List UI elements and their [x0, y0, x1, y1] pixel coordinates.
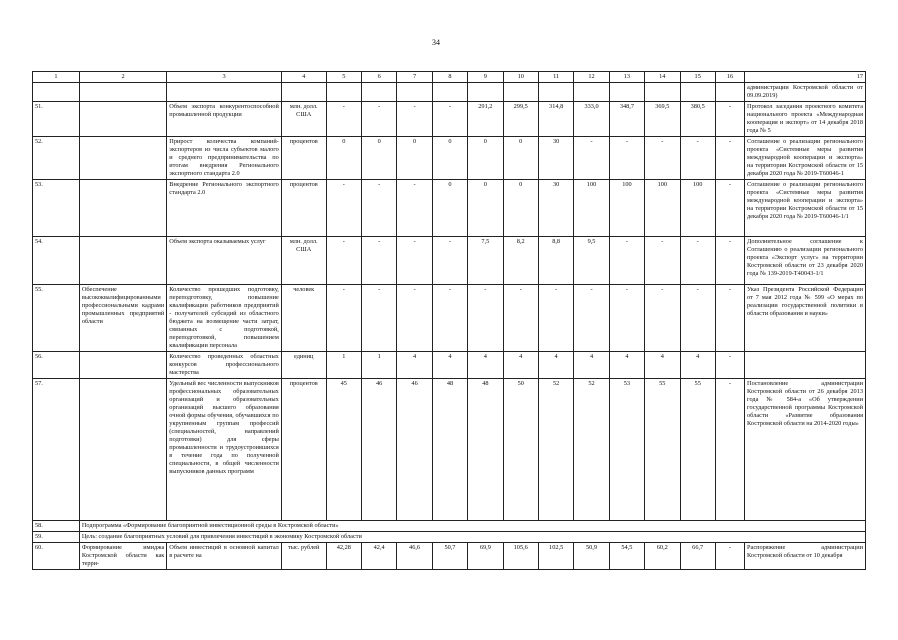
value-cell: 333,0 [574, 102, 609, 137]
section-row [33, 521, 866, 532]
indicator-cell: Количество проведенных областных конкурсов профессионального мастерства [167, 352, 282, 379]
empty-cell [397, 83, 432, 102]
value-cell: 60,2 [645, 543, 680, 570]
row-number: 51. [33, 102, 80, 137]
empty-cell [468, 83, 503, 102]
row-number: 54. [33, 237, 80, 285]
value-cell: 50,9 [574, 543, 609, 570]
value-cell: 105,6 [503, 543, 538, 570]
row-number: 60. [33, 543, 80, 570]
value-cell: 52 [538, 379, 573, 521]
value-cell: 45 [326, 379, 361, 521]
value-cell: - [397, 102, 432, 137]
table-row [33, 137, 866, 180]
value-cell: 53 [609, 379, 644, 521]
value-cell: - [715, 352, 744, 379]
unit-cell: млн. долл. США [281, 237, 326, 285]
indicator-cell: Прирост количества компаний-экспортеров из числа субъектов малого и среднего предпринимательства по итогам внедрения Регионального экспортного стандарта 2.0 [167, 137, 282, 180]
goal-cell: Формирование имиджа Костромской области как терри- [79, 543, 166, 570]
value-cell: 46,6 [397, 543, 432, 570]
goal-cell [79, 352, 166, 379]
value-cell: 9,5 [574, 237, 609, 285]
value-cell: 8,8 [538, 237, 573, 285]
header-cell: 10 [503, 72, 538, 83]
value-cell: - [715, 102, 744, 137]
value-cell: - [538, 285, 573, 352]
page-number: 34 [432, 38, 440, 47]
value-cell: 348,7 [609, 102, 644, 137]
table-row [33, 543, 866, 570]
value-cell: - [680, 237, 715, 285]
value-cell: - [715, 137, 744, 180]
value-cell: 46 [397, 379, 432, 521]
value-cell: - [574, 285, 609, 352]
header-cell: 2 [79, 72, 166, 83]
empty-cell [538, 83, 573, 102]
indicator-cell: Удельный вес численности выпускников профессиональных образовательных организаций и образовательных организаций высшего образования очной формы обучения, обучавшихся по укрупненным группам профессий (специальностей, направлений подготовки) для сферы промышленности и трудоустроившихся в течение года по полученной специальности, в общей численности выпускников данных программ [167, 379, 282, 521]
empty-cell [432, 83, 467, 102]
indicator-cell: Объем экспорта конкурентоспособной промышленной продукции [167, 102, 282, 137]
value-cell: - [361, 102, 396, 137]
indicator-cell: Объем экспорта оказываемых услуг [167, 237, 282, 285]
header-cell: 6 [361, 72, 396, 83]
unit-cell: единиц [281, 352, 326, 379]
value-cell: 0 [326, 137, 361, 180]
value-cell: - [397, 180, 432, 237]
empty-cell [281, 83, 326, 102]
document-cell: администрации Костромской области от 09.09.2019) [745, 83, 866, 102]
value-cell: 4 [574, 352, 609, 379]
goal-cell [79, 180, 166, 237]
value-cell: 4 [538, 352, 573, 379]
header-cell: 12 [574, 72, 609, 83]
unit-cell: млн. долл. США [281, 102, 326, 137]
document-cell: Постановление администрации Костромской области от 26 декабря 2013 года № 584-а «Об утверждении государственной программы Костромской области «Развитие образования Костромской области на 2014-2020 годы» [745, 379, 866, 521]
indicator-cell: Объем инвестиций в основной капитал в расчете на [167, 543, 282, 570]
value-cell: 7,5 [468, 237, 503, 285]
indicators-table [32, 71, 866, 570]
header-cell: 9 [468, 72, 503, 83]
value-cell: 0 [432, 180, 467, 237]
unit-cell: человек [281, 285, 326, 352]
value-cell: 66,7 [680, 543, 715, 570]
value-cell: 48 [468, 379, 503, 521]
table-row [33, 180, 866, 237]
value-cell: 4 [432, 352, 467, 379]
value-cell: - [361, 180, 396, 237]
document-cell: Распоряжение администрации Костромской области от 10 декабря [745, 543, 866, 570]
header-cell: 13 [609, 72, 644, 83]
value-cell: - [715, 180, 744, 237]
empty-cell [715, 83, 744, 102]
document-cell: Дополнительное соглашение к Соглашению о реализации регионального проекта «Экспорт услуг» на территории Костромской области от 23 декабря 2020 года № 139-2019-Т40043-1/1 [745, 237, 866, 285]
value-cell: - [432, 102, 467, 137]
value-cell: 8,2 [503, 237, 538, 285]
value-cell: - [715, 543, 744, 570]
value-cell: - [397, 237, 432, 285]
table-row [33, 352, 866, 379]
header-cell: 11 [538, 72, 573, 83]
document-cell: Указ Президента Российской Федерации от 7 мая 2012 года № 599 «О мерах по реализации государственной политики в области образования и науки» [745, 285, 866, 352]
continuation-row [33, 83, 866, 102]
value-cell: 102,5 [538, 543, 573, 570]
empty-cell [503, 83, 538, 102]
header-cell: 1 [33, 72, 80, 83]
document-cell: Соглашение о реализации регионального проекта «Системные меры развития международной кооперации и экспорта» на территории Костромской области от 15 декабря 2020 года № 2019-Т60046-1/1 [745, 180, 866, 237]
value-cell: 0 [468, 137, 503, 180]
document-cell: Соглашение о реализации регионального проекта «Системные меры развития международной кооперации и экспорта» на территории Костромской области от 15 декабря 2020 года № 2019-Т60046-1 [745, 137, 866, 180]
empty-cell [79, 83, 166, 102]
unit-cell: процентов [281, 180, 326, 237]
value-cell: 48 [432, 379, 467, 521]
value-cell: - [361, 237, 396, 285]
empty-cell [326, 83, 361, 102]
value-cell: - [645, 285, 680, 352]
value-cell: 0 [361, 137, 396, 180]
value-cell: 1 [326, 352, 361, 379]
table-row [33, 379, 866, 521]
value-cell: 50 [503, 379, 538, 521]
goal-cell: Обеспечение высококвалифицированными профессиональными кадрами промышленных предприятий области [79, 285, 166, 352]
value-cell: 100 [574, 180, 609, 237]
value-cell: 291,2 [468, 102, 503, 137]
section-row [33, 532, 866, 543]
value-cell: 4 [503, 352, 538, 379]
header-cell: 17 [745, 72, 866, 83]
value-cell: 0 [503, 180, 538, 237]
empty-cell [609, 83, 644, 102]
value-cell: 4 [397, 352, 432, 379]
goal-cell [79, 137, 166, 180]
value-cell: - [680, 285, 715, 352]
empty-cell [167, 83, 282, 102]
value-cell: - [397, 285, 432, 352]
row-number: 56. [33, 352, 80, 379]
value-cell: 0 [468, 180, 503, 237]
header-row [33, 72, 866, 83]
row-number: 59. [33, 532, 80, 543]
value-cell: - [645, 137, 680, 180]
empty-cell [680, 83, 715, 102]
header-cell: 14 [645, 72, 680, 83]
value-cell: - [609, 237, 644, 285]
table-row [33, 237, 866, 285]
value-cell: 46 [361, 379, 396, 521]
value-cell: - [468, 285, 503, 352]
row-number: 57. [33, 379, 80, 521]
value-cell: - [609, 285, 644, 352]
value-cell: 100 [609, 180, 644, 237]
section-title: Цель: создание благоприятных условий для привлечения инвестиций в экономику Костромской области [79, 532, 865, 543]
value-cell: 30 [538, 137, 573, 180]
value-cell: - [574, 137, 609, 180]
header-cell: 16 [715, 72, 744, 83]
value-cell: 0 [432, 137, 467, 180]
value-cell: - [715, 237, 744, 285]
value-cell: - [361, 285, 396, 352]
value-cell: 0 [503, 137, 538, 180]
value-cell: - [645, 237, 680, 285]
row-number: 55. [33, 285, 80, 352]
header-cell: 7 [397, 72, 432, 83]
value-cell: 69,9 [468, 543, 503, 570]
value-cell: 369,5 [645, 102, 680, 137]
header-cell: 5 [326, 72, 361, 83]
indicator-cell: Внедрение Регионального экспортного стандарта 2.0 [167, 180, 282, 237]
value-cell: 299,5 [503, 102, 538, 137]
value-cell: 380,5 [680, 102, 715, 137]
value-cell: - [680, 137, 715, 180]
row-number: 52. [33, 137, 80, 180]
goal-cell [79, 379, 166, 521]
row-number: 53. [33, 180, 80, 237]
value-cell: 42,4 [361, 543, 396, 570]
value-cell: 4 [609, 352, 644, 379]
unit-cell: процентов [281, 379, 326, 521]
value-cell: 1 [361, 352, 396, 379]
row-number: 58. [33, 521, 80, 532]
value-cell: 314,8 [538, 102, 573, 137]
goal-cell [79, 237, 166, 285]
value-cell: 100 [680, 180, 715, 237]
empty-cell [361, 83, 396, 102]
header-cell: 8 [432, 72, 467, 83]
value-cell: 4 [468, 352, 503, 379]
header-cell: 3 [167, 72, 282, 83]
value-cell: 4 [680, 352, 715, 379]
value-cell: 55 [680, 379, 715, 521]
header-cell: 4 [281, 72, 326, 83]
value-cell: - [715, 285, 744, 352]
value-cell: - [326, 285, 361, 352]
value-cell: 54,5 [609, 543, 644, 570]
table-row [33, 102, 866, 137]
value-cell: - [609, 137, 644, 180]
value-cell: 30 [538, 180, 573, 237]
value-cell: - [326, 102, 361, 137]
table-row [33, 285, 866, 352]
value-cell: 50,7 [432, 543, 467, 570]
goal-cell [79, 102, 166, 137]
value-cell: 0 [397, 137, 432, 180]
section-title: Подпрограмма «Формирование благоприятной инвестиционной среды в Костромской области» [79, 521, 865, 532]
value-cell: - [432, 237, 467, 285]
value-cell: - [326, 180, 361, 237]
indicator-cell: Количество прошедших подготовку, переподготовку, повышение квалификации работников предприятий - получателей субсидий из областного бюджета на возмещение части затрат, связанных с подготовкой, переподготовкой, повышением квалификации персонала [167, 285, 282, 352]
document-cell: Протокол заседания проектного комитета национального проекта «Международная кооперация и экспорт» от 14 декабря 2018 года № 5 [745, 102, 866, 137]
empty-cell [574, 83, 609, 102]
value-cell: 52 [574, 379, 609, 521]
value-cell: - [715, 379, 744, 521]
unit-cell: тыс. рублей [281, 543, 326, 570]
header-cell: 15 [680, 72, 715, 83]
value-cell: 100 [645, 180, 680, 237]
document-cell [745, 352, 866, 379]
value-cell: 55 [645, 379, 680, 521]
value-cell: - [432, 285, 467, 352]
value-cell: - [326, 237, 361, 285]
value-cell: 4 [645, 352, 680, 379]
value-cell: 42,28 [326, 543, 361, 570]
empty-cell [33, 83, 80, 102]
unit-cell: процентов [281, 137, 326, 180]
empty-cell [645, 83, 680, 102]
value-cell: - [503, 285, 538, 352]
